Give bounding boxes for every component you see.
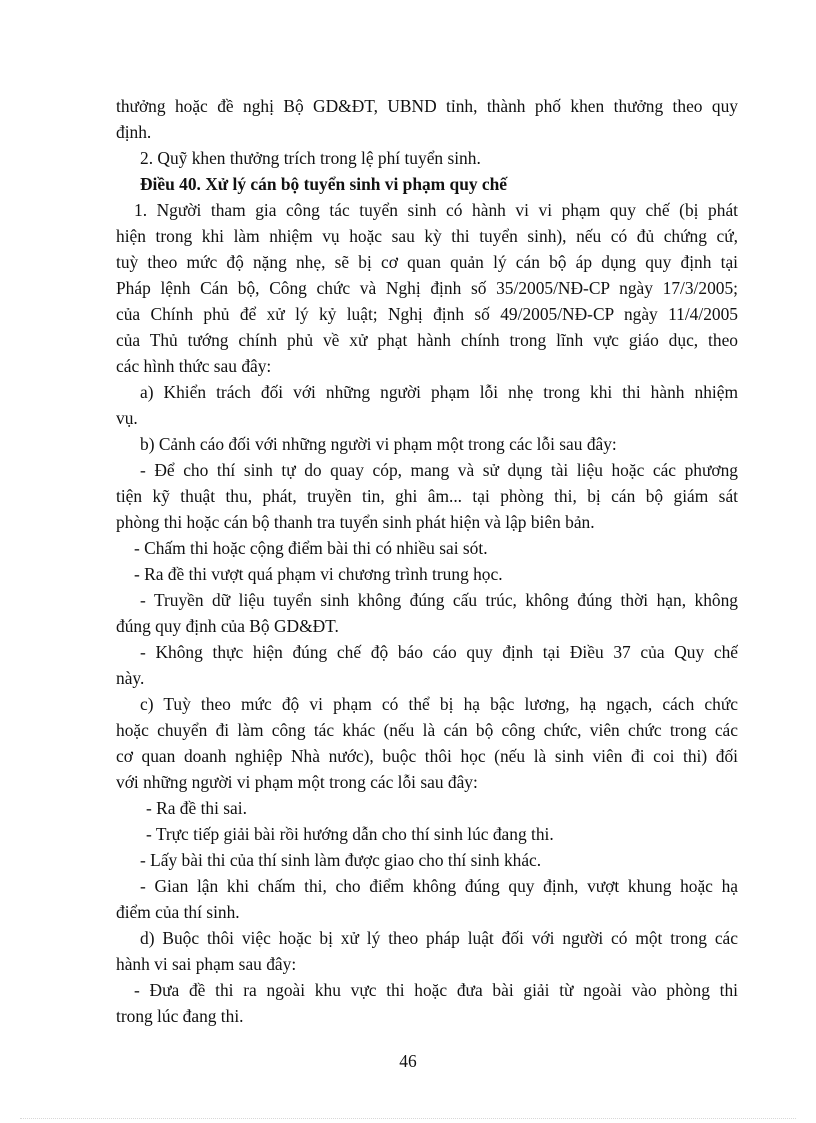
body-text [116,93,738,1029]
text-line: cơ quan doanh nghiệp Nhà nước), buộc thôi học (nếu là sinh viên đi coi thi) đối [116,746,738,766]
text-line: đúng quy định của Bộ GD&ĐT. [116,616,339,636]
text-line: - Ra đề thi sai. [146,798,247,818]
text-line: d) Buộc thôi việc hoặc bị xử lý theo pháp luật đối với người có một trong các [140,928,738,948]
text-line: 1. Người tham gia công tác tuyển sinh có hành vi vi phạm quy chế (bị phát [134,200,738,220]
text-line: các hình thức sau đây: [116,356,272,376]
text-line: b) Cảnh cáo đối với những người vi phạm một trong các lỗi sau đây: [140,434,617,454]
article-heading: Điều 40. Xử lý cán bộ tuyển sinh vi phạm quy chế [140,174,508,194]
text-line: hiện trong khi làm nhiệm vụ hoặc sau kỳ thi tuyển sinh), nếu có đủ chứng cứ, [116,226,738,246]
text-line: a) Khiển trách đối với những người phạm lỗi nhẹ trong khi thi hành nhiệm [140,382,738,402]
text-line: hành vi sai phạm sau đây: [116,954,297,974]
text-line: - Ra đề thi vượt quá phạm vi chương trình trung học. [134,564,503,584]
text-line: - Đưa đề thi ra ngoài khu vực thi hoặc đưa bài giải từ ngoài vào phòng thi [134,980,738,1000]
text-line: tuỳ theo mức độ nặng nhẹ, sẽ bị cơ quan quản lý cán bộ áp dụng quy định tại [116,252,738,272]
text-line: Pháp lệnh Cán bộ, Công chức và Nghị định số 35/2005/NĐ-CP ngày 17/3/2005; [116,278,738,298]
text-line: trong lúc đang thi. [116,1006,244,1026]
text-line: - Trực tiếp giải bài rồi hướng dẫn cho thí sinh lúc đang thi. [146,824,554,844]
text-line: - Truyền dữ liệu tuyển sinh không đúng cấu trúc, không đúng thời hạn, không [140,590,738,610]
text-line: - Không thực hiện đúng chế độ báo cáo quy định tại Điều 37 của Quy chế [140,642,738,662]
text-line: hoặc chuyển đi làm công tác khác (nếu là cán bộ công chức, viên chức trong các [116,720,738,740]
text-line: của Thủ tướng chính phủ về xử phạt hành chính trong lĩnh vực giáo dục, theo [116,330,738,350]
text-line: 2. Quỹ khen thưởng trích trong lệ phí tuyển sinh. [140,148,481,168]
page-number: 46 [399,1051,417,1071]
text-line: phòng thi hoặc cán bộ thanh tra tuyển sinh phát hiện và lập biên bản. [116,512,595,532]
text-line: với những người vi phạm một trong các lỗi sau đây: [116,772,478,792]
page-bottom-divider [20,1118,796,1119]
text-line: - Gian lận khi chấm thi, cho điểm không đúng quy định, vượt khung hoặc hạ [140,876,738,896]
text-line: thưởng hoặc đề nghị Bộ GD&ĐT, UBND tỉnh, thành phố khen thưởng theo quy [116,96,738,116]
text-line: - Lấy bài thi của thí sinh làm được giao cho thí sinh khác. [140,850,542,870]
text-line: - Để cho thí sinh tự do quay cóp, mang và sử dụng tài liệu hoặc các phương [140,460,738,480]
text-line: - Chấm thi hoặc cộng điểm bài thi có nhiều sai sót. [134,538,488,558]
text-line: của Chính phủ để xử lý kỷ luật; Nghị định số 49/2005/NĐ-CP ngày 11/4/2005 [116,304,738,324]
text-line: định. [116,122,152,142]
text-line: c) Tuỳ theo mức độ vi phạm có thể bị hạ bậc lương, hạ ngạch, cách chức [140,694,738,714]
text-line: này. [116,668,145,688]
text-line: điểm của thí sinh. [116,902,240,922]
text-line: vụ. [116,408,138,428]
text-line: tiện kỹ thuật thu, phát, truyền tin, ghi âm... tại phòng thi, bị cán bộ giám sát [116,486,738,506]
